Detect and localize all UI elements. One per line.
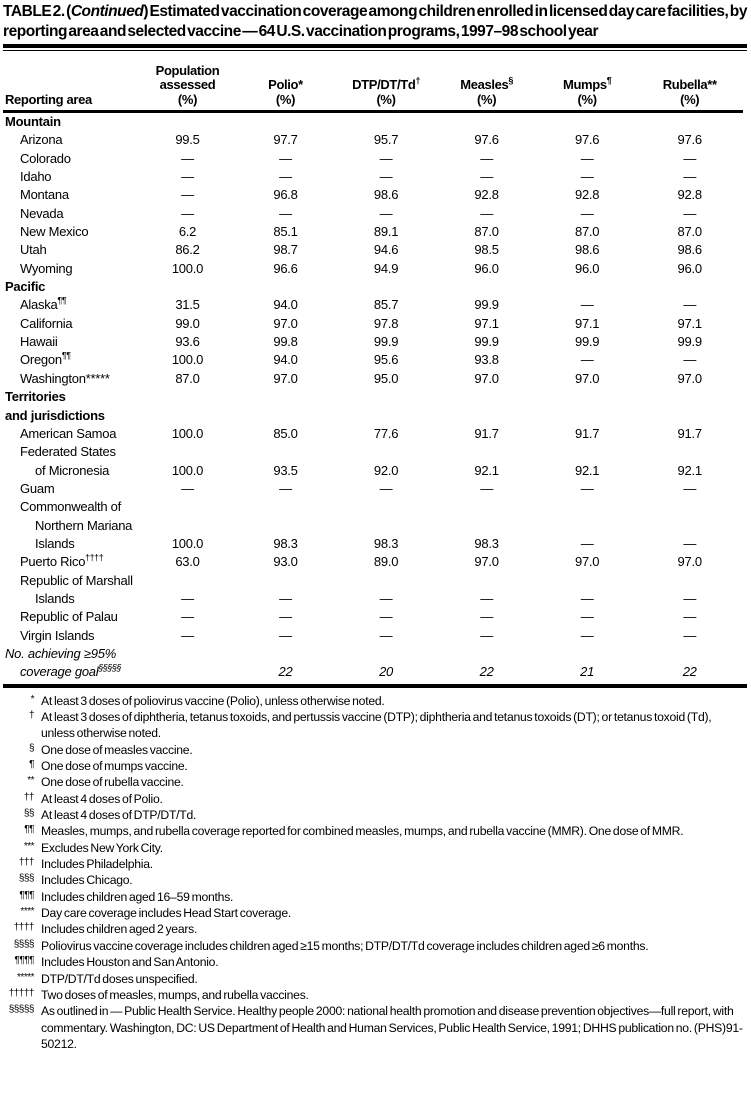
table-row <box>3 425 743 443</box>
value-cell: 97.8 <box>373 315 399 331</box>
reporting-area-cell: Republic of Marshall <box>20 572 133 588</box>
value-cell: 95.6 <box>373 352 399 368</box>
footnote-marker: † <box>28 710 34 721</box>
value-cell: 93.6 <box>175 334 200 350</box>
value-cell: 94.9 <box>373 260 399 276</box>
column-header: Rubella** (%) <box>662 77 717 107</box>
footnote <box>3 889 747 905</box>
value-cell: — <box>279 205 292 221</box>
value-cell: — <box>379 150 393 166</box>
value-cell: 98.3 <box>474 535 499 551</box>
value-cell: 98.3 <box>273 535 298 551</box>
value-cell: 92.0 <box>373 462 399 478</box>
value-cell: 31.5 <box>175 297 200 313</box>
table-row <box>3 333 743 351</box>
footnote-text: As outlined in — Public Health Service. Healthy people 2000: national health promotion and disease prevention objectives—full report, with commentary. Washington, DC: US Department of Health and Human Services, Public Health Service, 1991; DHHS publication no. (PHS)91-50212. <box>41 1004 743 1051</box>
footnote-marker: §§ <box>23 808 34 820</box>
footnote-text: At least 3 doses of poliovirus vaccine (Polio), unless otherwise noted. <box>41 693 385 708</box>
top-double-rule <box>3 44 747 51</box>
value-cell: 87.0 <box>474 224 499 240</box>
value-cell: 63.0 <box>175 554 200 570</box>
value-cell: 97.0 <box>677 370 702 386</box>
value-cell: — <box>580 205 594 221</box>
table-row <box>3 443 743 461</box>
value-cell: — <box>181 150 194 166</box>
footnote-marker: †††† <box>13 922 34 934</box>
value-cell: — <box>279 480 292 496</box>
value-cell: 92.8 <box>574 187 600 203</box>
footnote <box>3 971 747 987</box>
reporting-area-cell: Washington***** <box>20 370 110 386</box>
footnote-marker: ¶¶¶¶ <box>14 955 34 967</box>
value-cell: 89.1 <box>373 224 399 240</box>
footnote-marker: *** <box>23 840 34 852</box>
value-cell: — <box>580 609 594 625</box>
reporting-area-cell: Utah <box>20 242 47 258</box>
footnote <box>3 938 747 954</box>
section-row <box>3 407 743 425</box>
empty-cells <box>141 645 743 663</box>
footnote-text: DTP/DT/Td doses unspecified. <box>41 971 198 986</box>
value-cell: 97.0 <box>574 370 600 386</box>
footnote-marker: § <box>28 742 34 754</box>
footnote-marker: †† <box>23 791 34 803</box>
header-row <box>3 52 743 112</box>
value-cell: — <box>379 590 393 606</box>
value-cell: 100.0 <box>171 535 204 551</box>
value-cell: 91.7 <box>574 425 600 441</box>
reporting-area-cell: Republic of Palau <box>20 609 118 625</box>
table-row <box>3 260 743 278</box>
value-cell: 100.0 <box>171 260 204 276</box>
table-row <box>3 498 743 516</box>
column-header: DTP/DT/Td† (%) <box>352 75 420 107</box>
section-row <box>3 278 743 296</box>
footnote-marker: ** <box>27 775 34 787</box>
footnote-text: Measles, mumps, and rubella coverage reported for combined measles, mumps, and rubella vaccine (MMR). One dose of MMR. <box>41 824 684 839</box>
value-cell: 22 <box>479 664 494 680</box>
section-label: Mountain <box>5 114 61 129</box>
value-cell: 97.6 <box>677 132 702 148</box>
section-label: and jurisdictions <box>5 407 105 423</box>
value-cell: — <box>181 205 194 221</box>
value-cell: 92.8 <box>677 187 702 203</box>
reporting-area-cell: Islands <box>35 535 75 551</box>
value-cell: — <box>580 590 594 606</box>
value-cell: 97.6 <box>574 132 600 148</box>
table-row <box>3 315 743 333</box>
value-cell: 98.6 <box>574 242 600 258</box>
value-cell: — <box>580 169 594 185</box>
reporting-area-cell: of Micronesia <box>35 462 110 478</box>
footnote <box>3 840 747 856</box>
value-cell: 100.0 <box>171 462 204 478</box>
footnote-text: Includes Houston and San Antonio. <box>41 955 219 970</box>
section-row <box>3 112 743 132</box>
footnotes-list <box>3 693 747 1053</box>
value-cell: 6.2 <box>178 224 197 240</box>
value-cell: 22 <box>278 664 293 680</box>
table-row <box>3 572 743 590</box>
footnote-text: Includes Chicago. <box>41 873 133 888</box>
value-cell: 96.6 <box>273 260 298 276</box>
reporting-area-cell: Colorado <box>20 150 71 166</box>
value-cell: 94.0 <box>273 297 298 313</box>
value-cell: — <box>279 590 292 606</box>
value-cell: 100.0 <box>171 352 204 368</box>
reporting-area-cell: New Mexico <box>20 224 89 240</box>
table-row <box>3 553 743 571</box>
footnote <box>3 1003 747 1052</box>
footnote-text: Includes children aged 2 years. <box>41 922 198 937</box>
table-title-continued: Continued <box>70 3 144 20</box>
value-cell: 99.9 <box>677 334 702 350</box>
value-cell: — <box>683 169 697 185</box>
table-row <box>3 168 743 186</box>
footnote <box>3 774 747 790</box>
section-label: Territories <box>5 389 66 405</box>
value-cell: 86.2 <box>175 242 200 258</box>
reporting-area-cell: Alaska¶¶ <box>20 296 67 313</box>
footnote <box>3 742 747 758</box>
value-cell: — <box>683 590 697 606</box>
reporting-area-cell: Guam <box>20 480 55 496</box>
value-cell: 96.0 <box>474 260 499 276</box>
table-title <box>3 2 747 41</box>
table-row <box>3 517 743 535</box>
column-header: Measles§ (%) <box>460 75 513 107</box>
value-cell: 100.0 <box>171 425 204 441</box>
value-cell: — <box>480 590 493 606</box>
value-cell: 77.6 <box>373 425 399 441</box>
footnote-marker: ††† <box>18 857 34 869</box>
footnote-text: One dose of measles vaccine. <box>41 742 193 757</box>
value-cell: 99.5 <box>175 132 200 148</box>
value-cell: — <box>379 609 393 625</box>
table-title-suffix: ) Estimated vaccination coverage among children enrolled in licensed day care facilities, by reporting area and selected vaccine — 64 U.S. vaccination programs, 1997–98 school year <box>3 3 747 40</box>
empty-cells <box>141 443 743 461</box>
table-row <box>3 370 743 388</box>
value-cell: 99.0 <box>175 315 200 331</box>
reporting-area-cell: Arizona <box>20 132 63 148</box>
table-row <box>3 645 743 663</box>
footnote-text: One dose of rubella vaccine. <box>41 775 184 790</box>
value-cell: 98.5 <box>474 242 499 258</box>
value-cell: — <box>480 150 493 166</box>
footnote-marker: ††††† <box>8 987 34 999</box>
value-cell: 94.0 <box>273 352 298 368</box>
value-cell: — <box>379 169 393 185</box>
reporting-area-cell: American Samoa <box>20 425 117 441</box>
table-row <box>3 205 743 223</box>
footnote-text: Two doses of measles, mumps, and rubella vaccines. <box>41 987 309 1002</box>
value-cell: 21 <box>580 664 595 680</box>
value-cell: — <box>181 187 194 203</box>
footnote <box>3 709 747 742</box>
footnote <box>3 954 747 970</box>
value-cell: — <box>683 205 697 221</box>
value-cell: 92.1 <box>574 462 600 478</box>
reporting-area-cell: coverage goal§§§§§ <box>20 662 121 680</box>
value-cell: — <box>683 297 697 313</box>
value-cell: 97.1 <box>677 315 702 331</box>
table-row <box>3 241 743 259</box>
value-cell: 85.7 <box>373 297 399 313</box>
value-cell: — <box>580 480 594 496</box>
bottom-rule <box>3 684 747 688</box>
table-row <box>3 480 743 498</box>
footnote-text: At least 4 doses of DTP/DT/Td. <box>41 808 197 823</box>
column-header: Polio* (%) <box>268 77 303 107</box>
value-cell: — <box>683 150 697 166</box>
reporting-area-cell: Wyoming <box>20 260 73 276</box>
value-cell: 85.0 <box>273 425 298 441</box>
value-cell: — <box>279 150 292 166</box>
value-cell: 87.0 <box>574 224 600 240</box>
value-cell <box>141 663 235 681</box>
footnote-text: Excludes New York City. <box>41 840 163 855</box>
value-cell: 93.5 <box>273 462 298 478</box>
footnote-marker: ¶ <box>29 759 34 771</box>
footnote <box>3 905 747 921</box>
value-cell: 99.9 <box>373 334 399 350</box>
footnote-text: Includes children aged 16–59 months. <box>41 889 234 904</box>
table-row <box>3 223 743 241</box>
footnote <box>3 693 747 709</box>
empty-cells <box>141 572 743 590</box>
value-cell: 94.6 <box>373 242 399 258</box>
value-cell: 97.1 <box>574 315 600 331</box>
value-cell: 92.1 <box>677 462 702 478</box>
value-cell: 95.7 <box>373 132 399 148</box>
value-cell: 99.8 <box>273 334 298 350</box>
footnote-text: At least 3 doses of diphtheria, tetanus toxoids, and pertussis vaccine (DTP); diphtheria and tetanus toxoids (DT); or tetanus toxoid (Td), unless otherwise noted. <box>41 710 712 741</box>
value-cell: — <box>580 535 594 551</box>
value-cell: 97.0 <box>474 554 499 570</box>
footnote <box>3 872 747 888</box>
vaccination-coverage-table <box>3 52 743 682</box>
value-cell: — <box>683 352 697 368</box>
footnote-text: One dose of mumps vaccine. <box>41 759 188 774</box>
value-cell: 96.0 <box>677 260 702 276</box>
reporting-area-cell: Idaho <box>20 169 52 185</box>
value-cell: — <box>181 169 194 185</box>
reporting-area-cell: Montana <box>20 187 69 203</box>
table-row <box>3 627 743 645</box>
value-cell: — <box>279 169 292 185</box>
value-cell: — <box>683 627 697 643</box>
footnote-marker: ¶¶ <box>24 824 34 836</box>
value-cell: — <box>683 480 697 496</box>
table-row <box>3 663 743 681</box>
reporting-area-cell: California <box>20 315 73 331</box>
footnote-marker: ***** <box>17 971 34 983</box>
value-cell: 97.6 <box>474 132 499 148</box>
reporting-area-cell: No. achieving ≥95% <box>5 645 117 661</box>
value-cell: — <box>580 627 594 643</box>
table-header <box>3 52 743 112</box>
value-cell: — <box>683 609 697 625</box>
reporting-area-cell: Commonwealth of <box>20 499 122 515</box>
header-reporting-area: Reporting area <box>5 91 92 107</box>
value-cell: 97.0 <box>574 554 600 570</box>
table-row <box>3 186 743 204</box>
empty-cells <box>141 517 743 535</box>
empty-cells <box>141 498 743 516</box>
reporting-area-cell: Virgin Islands <box>20 627 95 643</box>
table-row <box>3 462 743 480</box>
value-cell: — <box>580 297 594 313</box>
reporting-area-cell: Islands <box>35 590 75 606</box>
value-cell: 91.7 <box>474 425 499 441</box>
reporting-area-cell: Hawaii <box>20 334 58 350</box>
footnote-marker: **** <box>20 906 34 918</box>
section-row <box>3 388 743 406</box>
value-cell: — <box>279 609 292 625</box>
reporting-area-cell: Federated States <box>20 444 116 460</box>
value-cell: 97.0 <box>677 554 702 570</box>
value-cell: 98.7 <box>273 242 298 258</box>
value-cell: — <box>480 205 493 221</box>
value-cell: 89.0 <box>373 554 399 570</box>
table-body <box>3 112 743 682</box>
value-cell: 97.0 <box>273 315 298 331</box>
table-row <box>3 590 743 608</box>
value-cell: 87.0 <box>175 370 200 386</box>
value-cell: 87.0 <box>677 224 702 240</box>
table-row <box>3 535 743 553</box>
value-cell: — <box>480 609 493 625</box>
value-cell: 91.7 <box>677 425 702 441</box>
value-cell: 93.8 <box>474 352 499 368</box>
value-cell: — <box>379 480 393 496</box>
table-row <box>3 608 743 626</box>
footnote-marker: ¶¶¶ <box>19 889 34 901</box>
value-cell: — <box>379 205 393 221</box>
value-cell: 22 <box>682 664 697 680</box>
value-cell: — <box>181 609 194 625</box>
value-cell: 85.1 <box>273 224 298 240</box>
reporting-area-cell: Puerto Rico†††† <box>20 552 104 570</box>
value-cell: 99.9 <box>474 297 499 313</box>
footnote <box>3 856 747 872</box>
value-cell: — <box>181 480 194 496</box>
value-cell: — <box>279 627 292 643</box>
footnote-text: Day care coverage includes Head Start coverage. <box>41 906 291 921</box>
value-cell: 99.9 <box>474 334 499 350</box>
footnote-text: Includes Philadelphia. <box>41 857 153 872</box>
footnote-marker: §§§§ <box>13 938 34 950</box>
footnote-marker: §§§§§ <box>8 1004 34 1016</box>
value-cell: — <box>580 352 594 368</box>
column-header: Mumps¶ (%) <box>562 75 612 107</box>
value-cell: — <box>181 627 194 643</box>
footnote <box>3 758 747 774</box>
value-cell: — <box>580 150 594 166</box>
value-cell: 93.0 <box>273 554 298 570</box>
value-cell: 97.7 <box>273 132 298 148</box>
column-header: Population assessed (%) <box>155 62 220 107</box>
footnote <box>3 807 747 823</box>
footnote <box>3 987 747 1003</box>
section-label: Pacific <box>5 279 46 295</box>
value-cell: 98.6 <box>677 242 702 258</box>
value-cell: — <box>683 535 697 551</box>
footnote-marker: * <box>30 693 34 705</box>
value-cell: — <box>379 627 393 643</box>
reporting-area-cell: Oregon¶¶ <box>20 351 71 368</box>
value-cell: — <box>480 627 493 643</box>
value-cell: 98.3 <box>373 535 399 551</box>
value-cell: 20 <box>379 664 394 680</box>
table-row <box>3 296 743 314</box>
value-cell: 99.9 <box>574 334 600 350</box>
footnote <box>3 823 747 839</box>
value-cell: 96.8 <box>273 187 298 203</box>
footnote <box>3 921 747 937</box>
table-row <box>3 150 743 168</box>
footnote <box>3 791 747 807</box>
reporting-area-cell: Northern Mariana <box>35 517 133 533</box>
footnote-text: Poliovirus vaccine coverage includes children aged ≥15 months; DTP/DT/Td coverage includes children aged ≥6 months. <box>41 938 649 953</box>
table-row <box>3 351 743 369</box>
value-cell: 95.0 <box>373 370 399 386</box>
value-cell: 97.0 <box>273 370 298 386</box>
value-cell: — <box>480 480 493 496</box>
reporting-area-cell: Nevada <box>20 205 64 221</box>
value-cell: — <box>181 590 194 606</box>
footnote-text: At least 4 doses of Polio. <box>41 791 163 806</box>
table-row <box>3 131 743 149</box>
value-cell: — <box>480 169 493 185</box>
value-cell: 92.8 <box>474 187 499 203</box>
value-cell: 92.1 <box>474 462 499 478</box>
value-cell: 97.0 <box>474 370 499 386</box>
table-title-prefix: TABLE 2. ( <box>3 3 71 20</box>
footnote-marker: §§§ <box>18 873 34 885</box>
value-cell: 98.6 <box>373 187 399 203</box>
value-cell: 97.1 <box>474 315 499 331</box>
value-cell: 96.0 <box>574 260 600 276</box>
